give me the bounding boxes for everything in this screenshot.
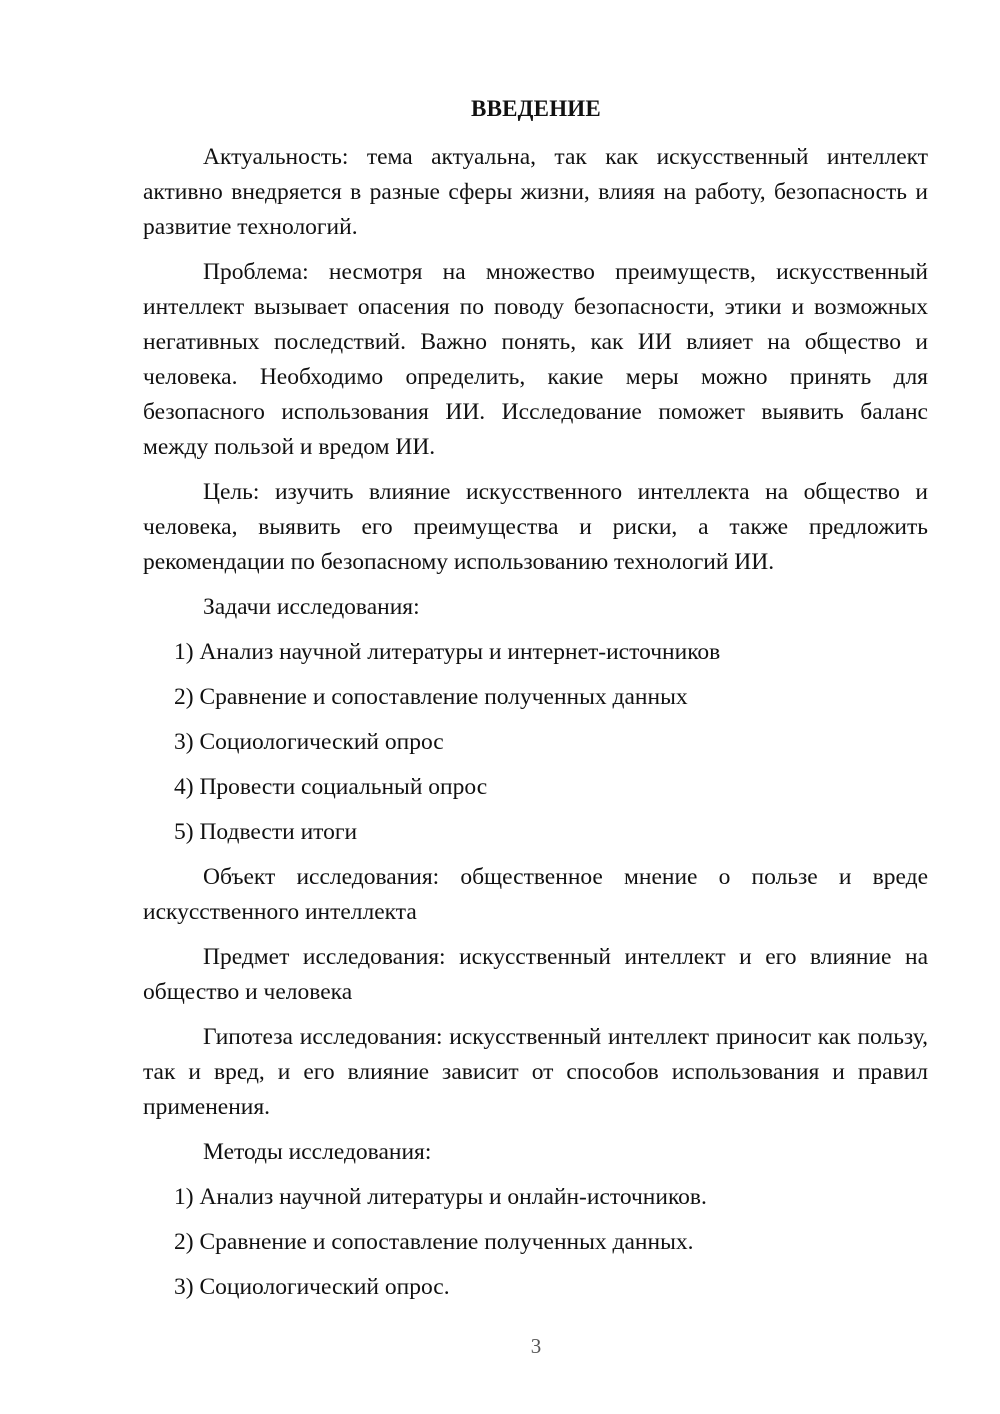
- page-title: ВВЕДЕНИЕ: [471, 96, 601, 121]
- tasks-heading: Задачи исследования:: [203, 594, 420, 620]
- list-item: 5) Подвести итоги: [174, 819, 358, 845]
- document-body: [143, 140, 928, 1315]
- problem-paragraph: Проблема: несмотря на множество преимуществ, искусственный интеллект вызывает опасения по поводу безопасности, этики и возможных негативных последствий. Важно понять, как ИИ влияет на общество и человека. Необходимо определить, какие меры можно принять для безопасного использования ИИ. Исследование поможет выявить баланс между пользой и вредом ИИ.: [143, 259, 928, 460]
- list-item: 2) Сравнение и сопоставление полученных данных: [174, 684, 688, 710]
- object-paragraph: Объект исследования: общественное мнение о пользе и вреде искусственного интеллекта: [143, 864, 928, 925]
- list-item: 2) Сравнение и сопоставление полученных данных.: [174, 1229, 694, 1255]
- tasks-list: [143, 635, 928, 850]
- list-item: 4) Провести социальный опрос: [174, 774, 488, 800]
- methods-list: [143, 1180, 928, 1305]
- list-item: 3) Социологический опрос.: [174, 1274, 450, 1300]
- list-item: 1) Анализ научной литературы и интернет-источников: [174, 639, 721, 665]
- list-item: 1) Анализ научной литературы и онлайн-источников.: [174, 1184, 707, 1210]
- list-item: 3) Социологический опрос: [174, 729, 444, 755]
- methods-heading: Методы исследования:: [203, 1139, 432, 1165]
- page-number: 3: [530, 1334, 542, 1358]
- relevance-paragraph: Актуальность: тема актуальна, так как искусственный интеллект активно внедряется в разные сферы жизни, влияя на работу, безопасность и развитие технологий.: [143, 144, 928, 240]
- hypothesis-paragraph: Гипотеза исследования: искусственный интеллект приносит как пользу, так и вред, и его влияние зависит от способов использования и правил применения.: [143, 1024, 928, 1120]
- subject-paragraph: Предмет исследования: искусственный интеллект и его влияние на общество и человека: [143, 944, 928, 1005]
- goal-paragraph: Цель: изучить влияние искусственного интеллекта на общество и человека, выявить его преимущества и риски, а также предложить рекомендации по безопасному использованию технологий ИИ.: [143, 479, 928, 575]
